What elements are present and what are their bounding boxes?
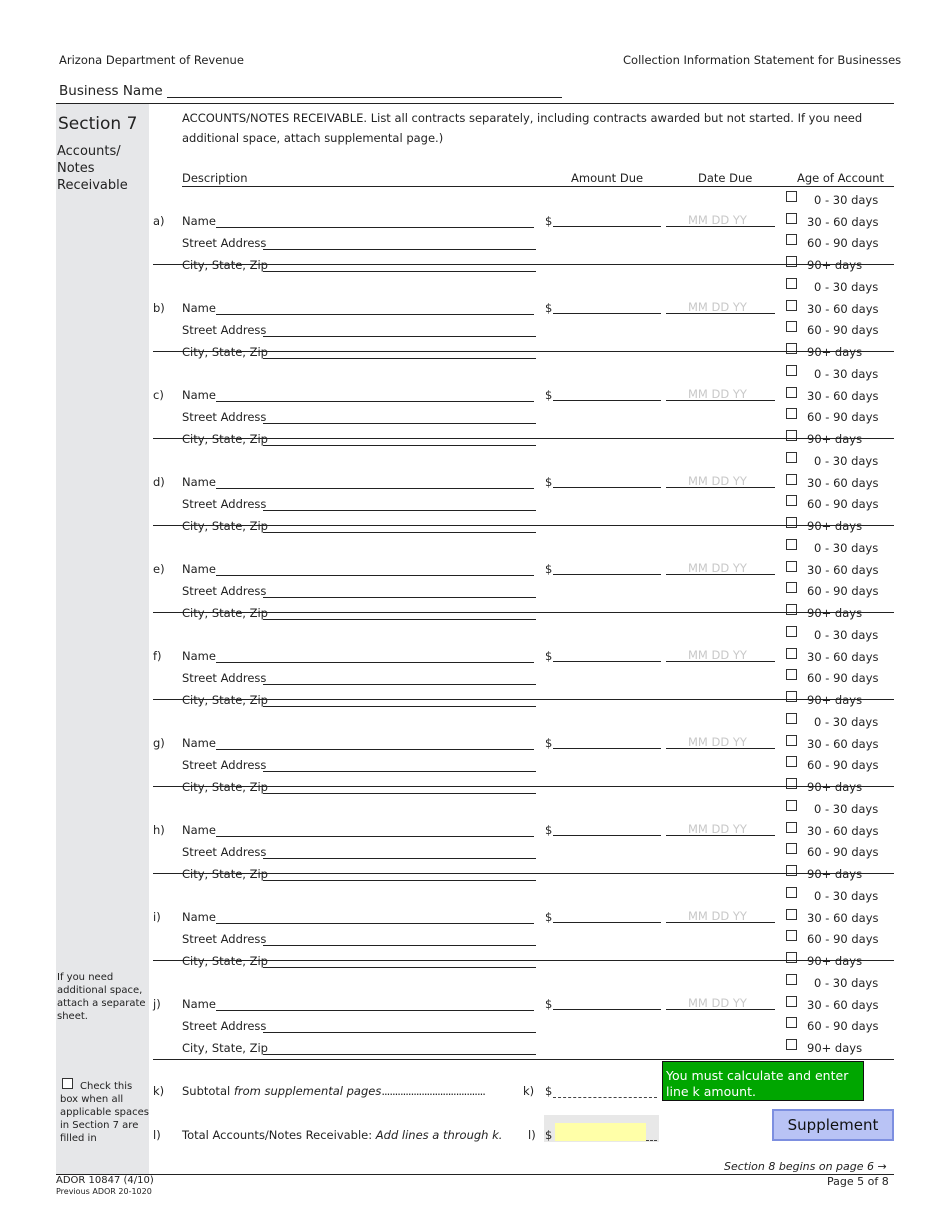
age-checkbox[interactable] — [786, 648, 797, 659]
amount-dollar: $ — [545, 475, 553, 489]
name-field[interactable] — [216, 575, 534, 576]
date-placeholder: MM DD YY — [688, 996, 747, 1010]
entry-letter: g) — [153, 736, 165, 750]
business-name-field[interactable] — [167, 97, 562, 98]
age-option-label: 90+ days — [807, 345, 863, 360]
age-option-label: 60 - 90 days — [807, 410, 879, 425]
date-placeholder: MM DD YY — [688, 648, 747, 662]
age-option-label: 0 - 30 days — [814, 976, 879, 990]
name-field[interactable] — [216, 923, 534, 924]
entry-letter: b) — [153, 301, 165, 315]
section-title: Section 7 — [58, 114, 138, 134]
entry-letter: a) — [153, 214, 165, 228]
amount-field[interactable] — [553, 400, 661, 401]
date-field[interactable] — [666, 574, 775, 575]
city-label: City, State, Zip — [182, 954, 268, 968]
name-field[interactable] — [216, 749, 534, 750]
date-placeholder: MM DD YY — [688, 300, 747, 314]
age-option-label: 0 - 30 days — [814, 454, 879, 468]
col-amount-due: Amount Due — [571, 171, 644, 185]
age-checkbox[interactable] — [786, 626, 797, 637]
age-option-label: 0 - 30 days — [814, 193, 879, 207]
age-option-label: 0 - 30 days — [814, 628, 879, 642]
calculate-alert: You must calculate and enter line k amount. — [662, 1061, 864, 1101]
age-checkbox[interactable] — [786, 887, 797, 898]
city-label: City, State, Zip — [182, 867, 268, 881]
age-option-label: 90+ days — [807, 258, 863, 273]
name-field[interactable] — [216, 836, 534, 837]
age-checkbox[interactable] — [786, 691, 797, 702]
age-checkbox[interactable] — [786, 778, 797, 789]
city-label: City, State, Zip — [182, 519, 268, 533]
entry-divider — [153, 873, 894, 874]
age-option-label: 30 - 60 days — [807, 649, 879, 664]
subtotal-label-italic: from supplemental pages — [233, 1084, 382, 1098]
age-option-label: 30 - 60 days — [807, 301, 879, 316]
age-option-label: 60 - 90 days — [807, 671, 879, 686]
amount-field[interactable] — [553, 1009, 661, 1010]
age-option-label: 0 - 30 days — [814, 541, 879, 555]
street-label: Street Address — [182, 584, 267, 598]
date-placeholder: MM DD YY — [688, 213, 747, 227]
entry-letter: i) — [153, 910, 161, 924]
city-label: City, State, Zip — [182, 345, 268, 359]
age-option-label: 60 - 90 days — [807, 584, 879, 599]
previous-form-number: Previous ADOR 20-1020 — [56, 1187, 152, 1196]
name-label: Name — [182, 736, 216, 750]
total-label — [182, 1128, 502, 1142]
street-field[interactable] — [263, 597, 536, 598]
amount-field[interactable] — [553, 661, 661, 662]
amount-dollar: $ — [545, 562, 553, 576]
name-field[interactable] — [216, 314, 534, 315]
check-note: Check this box when all applicable spaces in Section 7 are filled in — [60, 1081, 150, 1144]
entry-letter: c) — [153, 388, 164, 402]
age-option-label: 30 - 60 days — [807, 997, 879, 1012]
date-field[interactable] — [666, 661, 775, 662]
city-field[interactable] — [263, 1054, 536, 1055]
page-number: Page 5 of 8 — [827, 1175, 889, 1188]
age-option-label: 30 - 60 days — [807, 214, 879, 229]
total-label-plain: Total Accounts/Notes Receivable: — [182, 1128, 376, 1142]
street-field[interactable] — [263, 423, 536, 424]
amount-dollar: $ — [545, 736, 553, 750]
city-field[interactable] — [263, 619, 536, 620]
name-label: Name — [182, 910, 216, 924]
subtotal-dots: ....................................... — [381, 1084, 485, 1098]
entry-letter: e) — [153, 562, 165, 576]
date-placeholder: MM DD YY — [688, 474, 747, 488]
age-checkbox[interactable] — [786, 713, 797, 724]
entry-letter: j) — [153, 997, 161, 1011]
entry-divider — [153, 351, 894, 352]
amount-field[interactable] — [553, 835, 661, 836]
name-label: Name — [182, 823, 216, 837]
age-option-label: 30 - 60 days — [807, 736, 879, 751]
entry-divider — [153, 525, 894, 526]
age-option-label: 90+ days — [807, 954, 863, 969]
date-field[interactable] — [666, 1009, 775, 1010]
amount-dollar: $ — [545, 388, 553, 402]
age-checkbox[interactable] — [786, 321, 797, 332]
col-date-due: Date Due — [698, 171, 753, 185]
name-label: Name — [182, 301, 216, 315]
entry-divider — [153, 438, 894, 439]
name-label: Name — [182, 562, 216, 576]
footer-rule — [56, 1174, 894, 1175]
age-checkbox[interactable] — [786, 256, 797, 267]
city-field[interactable] — [263, 358, 536, 359]
street-field[interactable] — [263, 1032, 536, 1033]
date-field[interactable] — [666, 400, 775, 401]
age-checkbox[interactable] — [786, 300, 797, 311]
amount-field[interactable] — [553, 313, 661, 314]
age-checkbox[interactable] — [786, 1039, 797, 1050]
age-checkbox[interactable] — [786, 930, 797, 941]
age-option-label: 90+ days — [807, 693, 863, 708]
age-checkbox[interactable] — [786, 800, 797, 811]
age-option-label: 60 - 90 days — [807, 323, 879, 338]
next-section-text: Section 8 begins on page 6 — [724, 1160, 875, 1173]
city-field[interactable] — [263, 445, 536, 446]
col-age: Age of Account — [797, 171, 885, 185]
subtotal-label-plain: Subtotal — [182, 1084, 234, 1098]
age-option-label: 90+ days — [807, 867, 863, 882]
city-label: City, State, Zip — [182, 693, 268, 707]
amount-field[interactable] — [553, 748, 661, 749]
age-option-label: 60 - 90 days — [807, 932, 879, 947]
form-title: Collection Information Statement for Businesses — [623, 53, 902, 67]
entry-divider — [153, 786, 894, 787]
entry-divider — [153, 264, 894, 265]
entry-letter: d) — [153, 475, 165, 489]
col-description: Description — [182, 171, 248, 185]
city-label: City, State, Zip — [182, 432, 268, 446]
age-option-label: 90+ days — [807, 519, 863, 534]
date-placeholder: MM DD YY — [688, 735, 747, 749]
street-field[interactable] — [263, 684, 536, 685]
age-option-label: 30 - 60 days — [807, 562, 879, 577]
age-checkbox[interactable] — [786, 604, 797, 615]
street-field[interactable] — [263, 771, 536, 772]
date-placeholder: MM DD YY — [688, 822, 747, 836]
date-placeholder: MM DD YY — [688, 561, 747, 575]
city-field[interactable] — [263, 706, 536, 707]
age-checkbox[interactable] — [786, 213, 797, 224]
date-placeholder: MM DD YY — [688, 909, 747, 923]
side-note: If you need additional space, attach a separate sheet. — [57, 972, 146, 1022]
name-field[interactable] — [216, 662, 534, 663]
amount-field[interactable] — [553, 574, 661, 575]
age-checkbox[interactable] — [786, 343, 797, 354]
agency-name: Arizona Department of Revenue — [59, 53, 244, 67]
date-placeholder: MM DD YY — [688, 387, 747, 401]
age-option-label: 90+ days — [807, 606, 863, 621]
street-label: Street Address — [182, 323, 267, 337]
street-label: Street Address — [182, 1019, 267, 1033]
name-field[interactable] — [216, 401, 534, 402]
subtotal-label — [182, 1084, 485, 1098]
age-option-label: 0 - 30 days — [814, 715, 879, 729]
total-amount-field[interactable] — [555, 1123, 646, 1141]
header-divider — [56, 103, 894, 104]
city-field[interactable] — [263, 880, 536, 881]
amount-dollar: $ — [545, 649, 553, 663]
total-label-italic: Add lines a through k. — [375, 1128, 503, 1142]
date-field[interactable] — [666, 226, 775, 227]
date-field[interactable] — [666, 922, 775, 923]
entry-letter: f) — [153, 649, 162, 663]
city-field[interactable] — [263, 793, 536, 794]
name-field[interactable] — [216, 1010, 534, 1011]
city-label: City, State, Zip — [182, 1041, 268, 1055]
section-instructions: ACCOUNTS/NOTES RECEIVABLE. List all contracts separately, including contracts awarded but not started. If you need additional space, attach supplemental page.) — [182, 111, 863, 145]
street-field[interactable] — [263, 336, 536, 337]
street-field[interactable] — [263, 945, 536, 946]
amount-field[interactable] — [553, 922, 661, 923]
age-checkbox[interactable] — [786, 234, 797, 245]
entry-letter: h) — [153, 823, 165, 837]
street-label: Street Address — [182, 932, 267, 946]
age-checkbox[interactable] — [786, 517, 797, 528]
date-field[interactable] — [666, 835, 775, 836]
amount-dollar: $ — [545, 214, 553, 228]
entry-divider — [153, 612, 894, 613]
next-section-note — [724, 1160, 887, 1173]
name-label: Name — [182, 475, 216, 489]
age-checkbox[interactable] — [786, 582, 797, 593]
street-field[interactable] — [263, 858, 536, 859]
age-checkbox[interactable] — [786, 843, 797, 854]
age-checkbox[interactable] — [786, 452, 797, 463]
age-option-label: 0 - 30 days — [814, 367, 879, 381]
street-label: Street Address — [182, 410, 267, 424]
amount-dollar: $ — [545, 997, 553, 1011]
age-checkbox[interactable] — [786, 735, 797, 746]
age-checkbox[interactable] — [786, 865, 797, 876]
age-checkbox[interactable] — [786, 430, 797, 441]
date-field[interactable] — [666, 313, 775, 314]
date-field[interactable] — [666, 487, 775, 488]
age-checkbox[interactable] — [786, 822, 797, 833]
age-option-label: 30 - 60 days — [807, 475, 879, 490]
age-checkbox[interactable] — [786, 1017, 797, 1028]
total-letter: l) — [153, 1128, 161, 1142]
business-name-label: Business Name — [59, 83, 163, 99]
age-option-label: 30 - 60 days — [807, 388, 879, 403]
age-checkbox[interactable] — [786, 474, 797, 485]
city-field[interactable] — [263, 967, 536, 968]
age-checkbox[interactable] — [786, 974, 797, 985]
name-label: Name — [182, 997, 216, 1011]
supplement-button[interactable]: Supplement — [772, 1109, 894, 1141]
street-label: Street Address — [182, 758, 267, 772]
entry-divider — [153, 699, 894, 700]
age-option-label: 90+ days — [807, 432, 863, 447]
age-option-label: 60 - 90 days — [807, 497, 879, 512]
name-label: Name — [182, 649, 216, 663]
total-underline-tail — [646, 1140, 657, 1141]
name-field[interactable] — [216, 227, 534, 228]
age-checkbox[interactable] — [786, 408, 797, 419]
age-checkbox[interactable] — [786, 191, 797, 202]
subtotal-letter: k) — [153, 1084, 165, 1098]
amount-field[interactable] — [553, 226, 661, 227]
total-ref: l) — [528, 1128, 536, 1142]
arrow-right-icon: → — [877, 1160, 887, 1173]
form-number: ADOR 10847 (4/10) — [56, 1175, 154, 1186]
city-field[interactable] — [263, 532, 536, 533]
age-checkbox[interactable] — [786, 952, 797, 963]
street-label: Street Address — [182, 236, 267, 250]
column-header-rule — [182, 186, 894, 187]
age-option-label: 30 - 60 days — [807, 910, 879, 925]
amount-field[interactable] — [553, 487, 661, 488]
total-dollar: $ — [545, 1128, 553, 1142]
subtotal-dollar: $ — [545, 1084, 553, 1098]
street-label: Street Address — [182, 497, 267, 511]
city-label: City, State, Zip — [182, 780, 268, 794]
name-label: Name — [182, 388, 216, 402]
age-checkbox[interactable] — [786, 756, 797, 767]
age-option-label: 0 - 30 days — [814, 280, 879, 294]
entry-divider — [153, 960, 894, 961]
street-label: Street Address — [182, 845, 267, 859]
age-checkbox[interactable] — [786, 387, 797, 398]
age-checkbox[interactable] — [786, 495, 797, 506]
age-checkbox[interactable] — [786, 909, 797, 920]
city-label: City, State, Zip — [182, 258, 268, 272]
age-option-label: 0 - 30 days — [814, 889, 879, 903]
age-checkbox[interactable] — [786, 996, 797, 1007]
subtotal-ref: k) — [523, 1084, 535, 1098]
subtotal-amount-field[interactable] — [553, 1097, 657, 1098]
age-option-label: 90+ days — [807, 780, 863, 795]
age-checkbox[interactable] — [786, 561, 797, 572]
age-option-label: 60 - 90 days — [807, 845, 879, 860]
section-subtitle: Accounts/ Notes Receivable — [57, 144, 128, 193]
date-field[interactable] — [666, 748, 775, 749]
age-option-label: 60 - 90 days — [807, 236, 879, 251]
age-option-label: 60 - 90 days — [807, 1019, 879, 1034]
entries-bottom-rule — [153, 1059, 894, 1060]
amount-dollar: $ — [545, 823, 553, 837]
name-label: Name — [182, 214, 216, 228]
age-option-label: 0 - 30 days — [814, 802, 879, 816]
name-field[interactable] — [216, 488, 534, 489]
street-field[interactable] — [263, 510, 536, 511]
age-checkbox[interactable] — [786, 365, 797, 376]
amount-dollar: $ — [545, 910, 553, 924]
street-label: Street Address — [182, 671, 267, 685]
age-option-label: 90+ days — [807, 1041, 863, 1056]
amount-dollar: $ — [545, 301, 553, 315]
age-checkbox[interactable] — [786, 278, 797, 289]
age-checkbox[interactable] — [786, 539, 797, 550]
city-field[interactable] — [263, 271, 536, 272]
street-field[interactable] — [263, 249, 536, 250]
city-label: City, State, Zip — [182, 606, 268, 620]
age-option-label: 60 - 90 days — [807, 758, 879, 773]
age-option-label: 30 - 60 days — [807, 823, 879, 838]
age-checkbox[interactable] — [786, 669, 797, 680]
